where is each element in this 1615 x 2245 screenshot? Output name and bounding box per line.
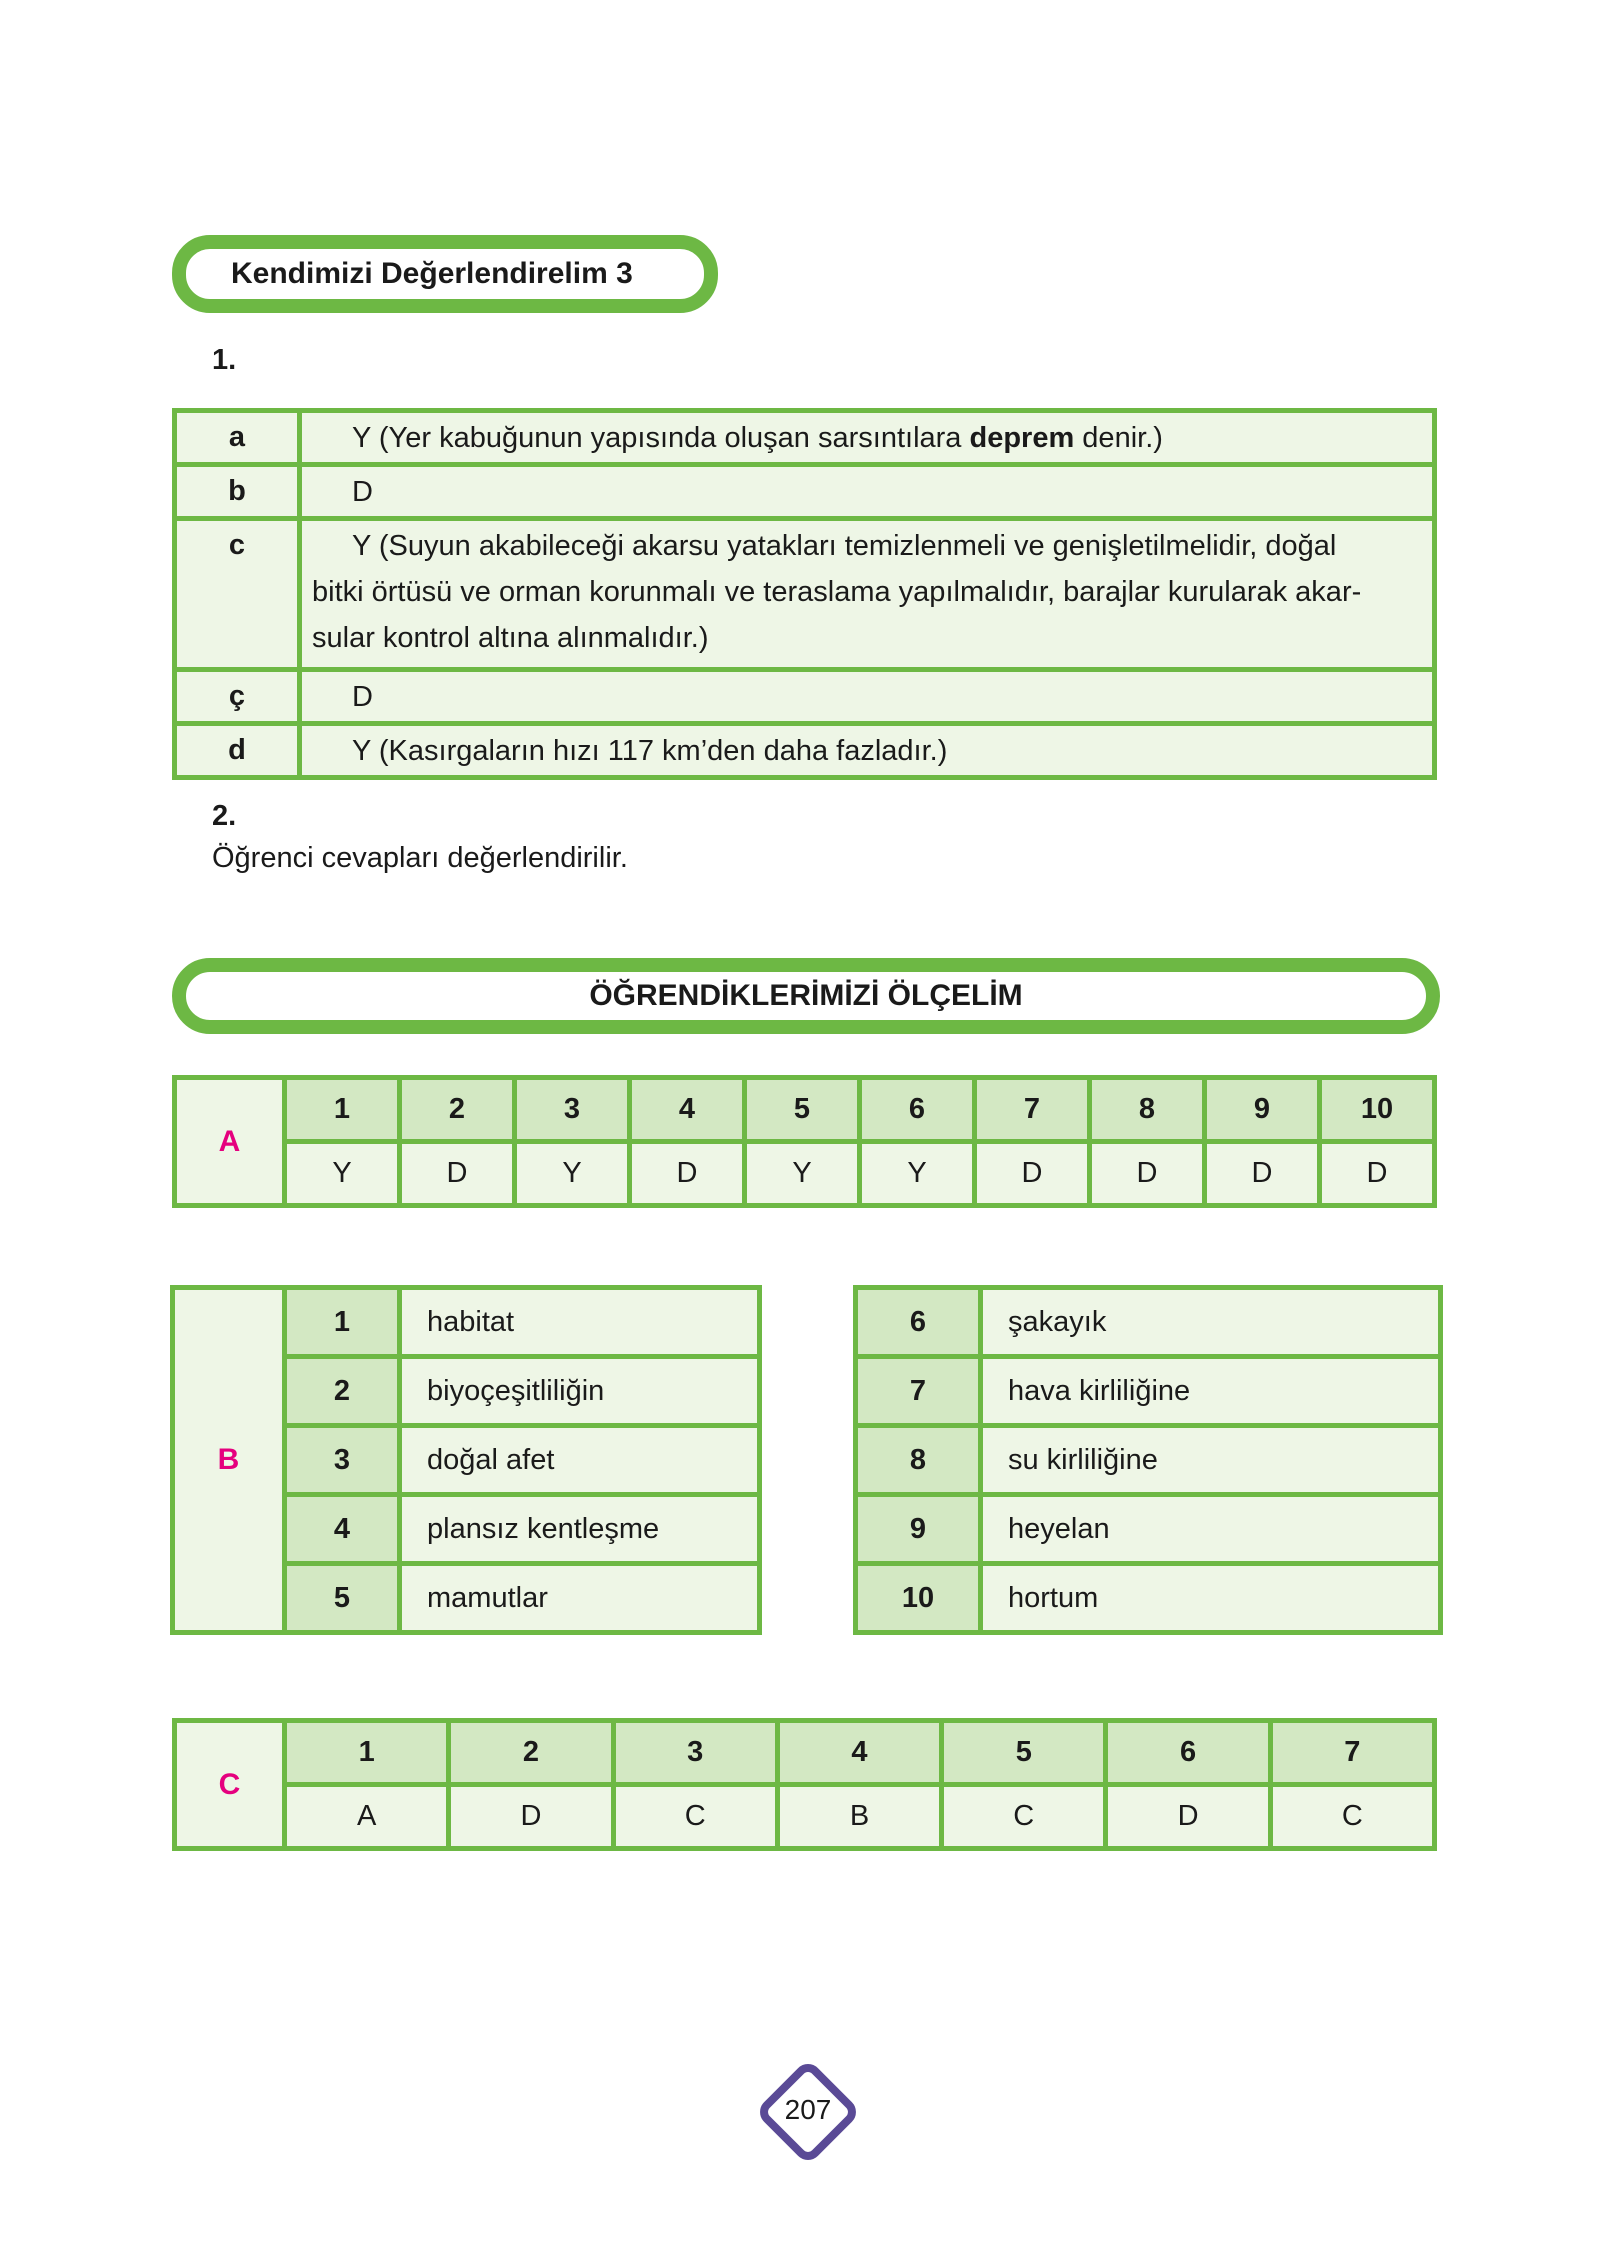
question-number: 8	[856, 1426, 981, 1495]
section-title-kendimizi	[172, 235, 718, 313]
answer-cell: A	[285, 1785, 449, 1849]
question-number: 10	[1320, 1078, 1435, 1142]
question-number: 1	[285, 1721, 449, 1785]
answer-word: mamutlar	[400, 1564, 760, 1633]
question-2-number: 2.	[212, 800, 237, 832]
table-row	[175, 670, 1435, 724]
question-number: 9	[856, 1495, 981, 1564]
answer-cell: D	[1205, 1142, 1320, 1206]
answer-word: habitat	[400, 1288, 760, 1357]
question-1-number: 1.	[212, 344, 237, 376]
answer-word: hava kirliliğine	[981, 1357, 1441, 1426]
question-number: 4	[285, 1495, 400, 1564]
answer-cell: C	[613, 1785, 777, 1849]
answer-word: şakayık	[981, 1288, 1441, 1357]
answer-word: su kirliliğine	[981, 1426, 1441, 1495]
bold-term: deprem	[969, 422, 1075, 454]
answer-word: heyelan	[981, 1495, 1441, 1564]
question-1-answer-table	[172, 408, 1437, 780]
question-number: 7	[975, 1078, 1090, 1142]
row-label: d	[175, 724, 300, 778]
table-row	[856, 1495, 1441, 1564]
section-letter: B	[173, 1288, 285, 1633]
section-title-text: ÖĞRENDİKLERİMİZİ ÖLÇELİM	[589, 979, 1023, 1012]
answer-cell: Y	[745, 1142, 860, 1206]
answer-cell: D	[630, 1142, 745, 1206]
question-number: 9	[1205, 1078, 1320, 1142]
question-number: 7	[1270, 1721, 1434, 1785]
question-number: 10	[856, 1564, 981, 1633]
answer-word: hortum	[981, 1564, 1441, 1633]
table-row	[856, 1426, 1441, 1495]
question-number: 2	[285, 1357, 400, 1426]
answer-cell: Y	[285, 1142, 400, 1206]
question-number: 6	[860, 1078, 975, 1142]
table-row	[175, 1785, 1435, 1849]
table-row	[173, 1288, 760, 1357]
page-number: 207	[784, 2094, 832, 2125]
table-row	[175, 519, 1435, 670]
question-2-text: Öğrenci cevapları değerlendirilir.	[212, 842, 628, 874]
answer-cell: D	[1090, 1142, 1205, 1206]
question-number: 1	[285, 1288, 400, 1357]
answer-cell: C	[942, 1785, 1106, 1849]
answer-table-b-left	[170, 1285, 762, 1635]
answer-word: biyoçeşitliliğin	[400, 1357, 760, 1426]
table-row	[175, 411, 1435, 465]
row-label: b	[175, 465, 300, 519]
question-number: 7	[856, 1357, 981, 1426]
question-number: 4	[777, 1721, 941, 1785]
question-number: 2	[400, 1078, 515, 1142]
row-answer: Y (Suyun akabileceği akarsu yatakları temizlenmeli ve genişletilmelidir, doğal bitki örtüsü ve orman korunmalı ve teraslama yapılmalıdır, barajlar kurularak akar- sular kontrol altına alınmalıdır.)	[300, 519, 1435, 670]
question-number: 5	[285, 1564, 400, 1633]
answer-cell: D	[400, 1142, 515, 1206]
answer-cell: B	[777, 1785, 941, 1849]
question-number: 4	[630, 1078, 745, 1142]
row-answer: D	[300, 670, 1435, 724]
row-label: a	[175, 411, 300, 465]
answer-word: doğal afet	[400, 1426, 760, 1495]
question-number: 3	[613, 1721, 777, 1785]
row-answer: Y (Yer kabuğunun yapısında oluşan sarsıntılara deprem denir.)	[300, 411, 1435, 465]
question-number: 8	[1090, 1078, 1205, 1142]
section-title-olcelim	[172, 958, 1440, 1034]
section-letter: A	[175, 1078, 285, 1206]
table-row	[175, 1142, 1435, 1206]
section-title-text: Kendimizi Değerlendirelim 3	[231, 257, 633, 290]
table-row	[856, 1288, 1441, 1357]
table-header-row	[175, 1721, 1435, 1785]
answer-table-c	[172, 1718, 1437, 1851]
question-number: 6	[1106, 1721, 1270, 1785]
answer-cell: Y	[515, 1142, 630, 1206]
question-number: 2	[449, 1721, 613, 1785]
answer-cell: D	[975, 1142, 1090, 1206]
answer-table-a	[172, 1075, 1437, 1208]
row-answer: Y (Kasırgaların hızı 117 km’den daha fazladır.)	[300, 724, 1435, 778]
table-row	[175, 465, 1435, 519]
table-row	[856, 1357, 1441, 1426]
table-header-row	[175, 1078, 1435, 1142]
answer-cell: D	[1106, 1785, 1270, 1849]
question-number: 5	[745, 1078, 860, 1142]
answer-cell: D	[1320, 1142, 1435, 1206]
answer-cell: C	[1270, 1785, 1434, 1849]
row-label: c	[175, 519, 300, 670]
question-number: 3	[285, 1426, 400, 1495]
answer-word: plansız kentleşme	[400, 1495, 760, 1564]
row-answer: D	[300, 465, 1435, 519]
question-number: 1	[285, 1078, 400, 1142]
row-label: ç	[175, 670, 300, 724]
question-number: 5	[942, 1721, 1106, 1785]
question-number: 6	[856, 1288, 981, 1357]
answer-cell: D	[449, 1785, 613, 1849]
question-number: 3	[515, 1078, 630, 1142]
answer-table-b-right	[853, 1285, 1443, 1635]
answer-cell: Y	[860, 1142, 975, 1206]
section-letter: C	[175, 1721, 285, 1849]
table-row	[175, 724, 1435, 778]
table-row	[856, 1564, 1441, 1633]
